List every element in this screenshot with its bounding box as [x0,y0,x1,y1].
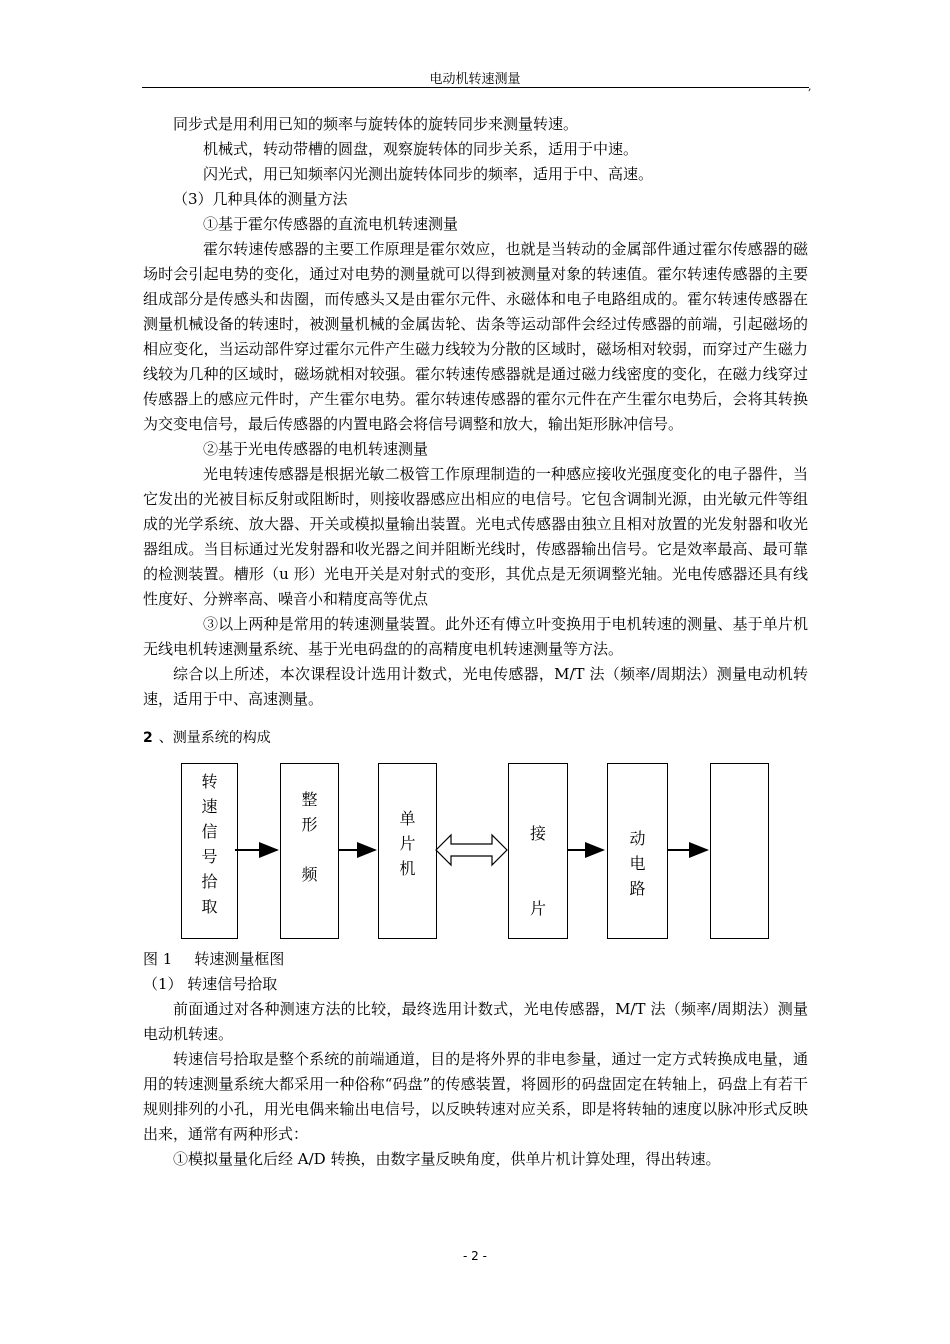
double-arrow [436,835,507,865]
block-char: 拾 [201,872,218,891]
block-char: 频 [301,865,318,884]
subsection-heading: ②基于光电传感器的电机转速测量 [203,440,429,458]
block-char: 信 [201,822,218,841]
block-char [509,846,567,871]
block-diagram [143,763,808,943]
paragraph: 综合以上所述，本次课程设计选用计数式，光电传感器，M/T 法（频率/周期法）测量电动机转速，适用于中、高速测量。 [143,665,808,708]
block-output [710,763,769,939]
subsection-heading: （1） 转速信号拾取 [143,975,278,993]
header-rule [142,87,809,88]
diagram-connectors [143,763,808,943]
block-char: 机 [399,859,416,878]
paragraph: 机械式，转动带槽的圆盘，观察旋转体的同步关系，适用于中速。 [203,140,639,158]
block-char: 整 [301,790,318,809]
block-char: 电 [629,854,646,873]
paragraph: 同步式是用利用已知的频率与旋转体的旋转同步来测量转速。 [173,115,579,133]
block-char [281,837,338,862]
block-char: 路 [629,879,646,898]
paragraph: 转速信号拾取是整个系统的前端通道，目的是将外界的非电参量，通过一定方式转换成电量，通用的转速测量系统大都采用一种俗称“码盘”的传感装置，将圆形的码盘固定在转轴上，码盘上有若干规则排列的小孔，用光电偶来输出电信号，以反映转速对应关系，即是将转轴的速度以脉冲形式反映出来，通常有两种形式： [143,1050,808,1143]
page-number: - 2 - [463,1249,487,1263]
paragraph: ①模拟量量化后经 A/D 转换，由数字量反映角度，供单片机计算处理，得出转速。 [173,1150,721,1168]
section-number: 2 [143,730,153,746]
header-tick: , [808,80,812,93]
block-char: 片 [529,899,546,918]
block-char: 动 [629,829,646,848]
paragraph: 闪光式，用已知频率闪光测出旋转体同步的频率，适用于中、高速。 [203,165,654,183]
subsection-heading: （3）几种具体的测量方法 [173,190,348,208]
page-body [143,112,808,1172]
block-char: 取 [201,897,218,916]
block-char: 号 [201,847,218,866]
block-drive-circuit [607,763,668,939]
block-char: 单 [399,809,416,828]
block-char: 速 [201,797,218,816]
figure-title: 转速测量框图 [194,950,285,968]
block-char: 转 [201,772,218,791]
page-header-title: 电动机转速测量 [429,72,521,87]
subsection-heading: ①基于霍尔传感器的直流电机转速测量 [203,215,459,233]
section-title-text: 、测量系统的构成 [158,730,271,746]
paragraph: ③以上两种是常用的转速测量装置。此外还有傅立叶变换用于电机转速的测量、基于单片机无线电机转速测量系统、基于光电码盘的的高精度电机转速测量等方法。 [143,615,808,658]
block-signal-pickup [181,763,238,939]
section-title [143,726,808,751]
block-mcu [378,763,437,939]
paragraph: 前面通过对各种测速方法的比较，最终选用计数式，光电传感器，M/T 法（频率/周期法）测量电动机转速。 [143,1000,808,1043]
block-interface [508,763,568,939]
paragraph: 霍尔转速传感器的主要工作原理是霍尔效应，也就是当转动的金属部件通过霍尔传感器的磁场时会引起电势的变化，通过对电势的测量就可以得到被测量对象的转速值。霍尔转速传感器的主要组成部分是传感头和齿圈，而传感头又是由霍尔元件、永磁体和电子电路组成的。霍尔转速传感器在测量机械设备的转速时，被测量机械的金属齿轮、齿条等运动部件会经过传感器的前端，引起磁场的相应变化，当运动部件穿过霍尔元件产生磁力线较为分散的区域时，磁场相对较弱，而穿过产生磁力线较为几种的区域时，磁场就相对较强。霍尔转速传感器就是通过磁力线密度的变化，在磁力线穿过传感器上的感应元件时，产生霍尔电势。霍尔转速传感器的霍尔元件在产生霍尔电势后，会将其转换为交变电信号，最后传感器的内置电路会将信号调整和放大，输出矩形脉冲信号。 [143,240,808,433]
figure-caption [143,947,808,972]
block-char [509,871,567,896]
block-char: 形 [301,815,318,834]
block-char: 接 [529,824,546,843]
block-shaping [280,763,339,939]
figure-label: 图 1 [143,950,173,968]
block-char: 片 [399,834,416,853]
paragraph: 光电转速传感器是根据光敏二极管工作原理制造的一种感应接收光强度变化的电子器件，当它发出的光被目标反射或阻断时，则接收器感应出相应的电信号。它包含调制光源，由光敏元件等组成的光学系统、放大器、开关或模拟量输出装置。光电式传感器由独立且相对放置的光发射器和收光器组成。当目标通过光发射器和收光器之间并阻断光线时，传感器输出信号。它是效率最高、最可靠的检测装置。槽形（u 形）光电开关是对射式的变形，其优点是无须调整光轴。光电传感器还具有线性度好、分辨率高、噪音小和精度高等优点 [143,465,808,608]
